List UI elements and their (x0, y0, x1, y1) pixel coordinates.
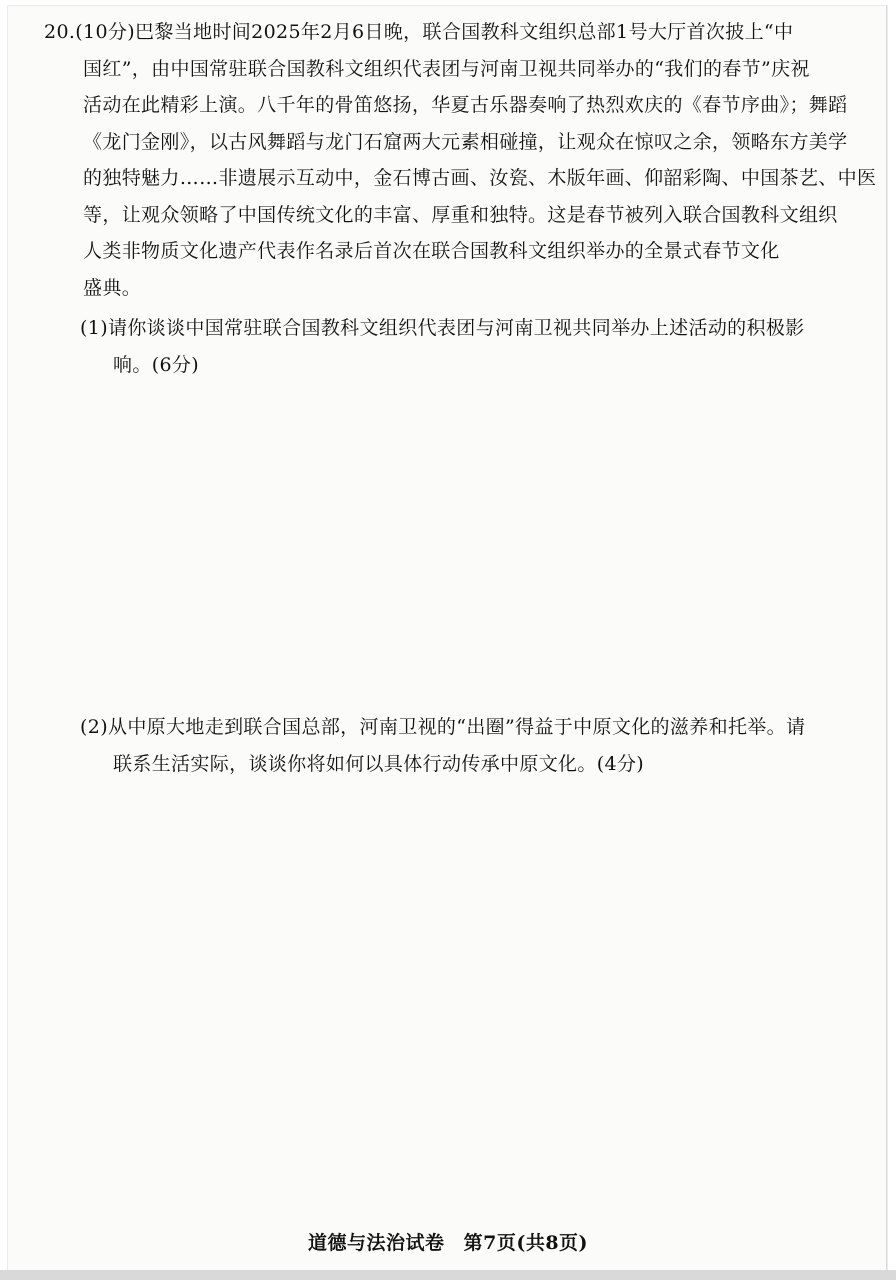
question-line-5: 的独特魅力……非遗展示互动中，金石博古画、汝瓷、木版年画、仰韶彩陶、中国茶艺、中医 (83, 167, 877, 189)
question-line-6: 等，让观众领略了中国传统文化的丰富、厚重和独特。这是春节被列入联合国教科文组织 (83, 203, 838, 226)
question-score: (10分) (75, 21, 136, 43)
sub-question-2-label: (2) (80, 716, 108, 738)
question-text-1: 巴黎当地时间2025年2月6日晚，联合国教科文组织总部1号大厅首次披上“中 (135, 21, 794, 43)
sub-question-1 (80, 310, 860, 383)
question-line-4: 《龙门金刚》，以古风舞蹈与龙门石窟两大元素相碰撞，让观众在惊叹之余，领略东方美学 (83, 130, 848, 153)
sub-question-2-line-1 (80, 709, 860, 746)
question-line-1 (44, 14, 844, 51)
bottom-border (0, 1270, 896, 1280)
page-footer (0, 1228, 896, 1255)
sub-question-1-line-2: 响。(6分) (113, 353, 200, 376)
question-line-2: 国红”，由中国常驻联合国教科文组织代表团与河南卫视共同举办的“我们的春节”庆祝 (83, 57, 810, 80)
question-line-8: 盛典。 (83, 276, 142, 299)
question-number: 20. (44, 21, 76, 43)
sub-question-1-text: 请你谈谈中国常驻联合国教科文组织代表团与河南卫视共同举办上述活动的积极影 (107, 317, 805, 339)
question-line-3: 活动在此精彩上演。八千年的骨笛悠扬，华夏古乐器奏响了热烈欢庆的《春节序曲》；舞蹈 (83, 94, 848, 116)
sub-question-1-line-1 (80, 310, 860, 347)
sub-question-2-text: 从中原大地走到联合国总部，河南卫视的“出圈”得益于中原文化的滋养和托举。请 (107, 716, 806, 738)
sub-question-2-line-2: 联系生活实际，谈谈你将如何以具体行动传承中原文化。(4分) (113, 752, 645, 775)
question-20 (44, 14, 877, 306)
footer-subject: 道德与法治试卷 (307, 1232, 445, 1254)
sub-question-2 (80, 709, 860, 782)
sub-question-1-label: (1) (80, 317, 108, 339)
footer-page-number: 第7页(共8页) (463, 1232, 589, 1254)
question-line-7: 人类非物质文化遗产代表作名录后首次在联合国教科文组织举办的全景式春节文化 (83, 240, 780, 262)
